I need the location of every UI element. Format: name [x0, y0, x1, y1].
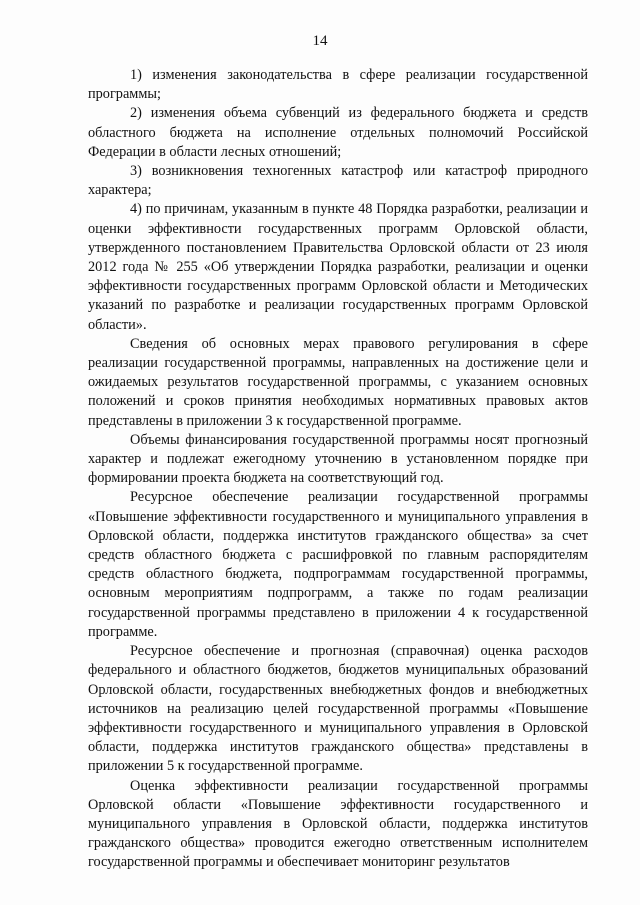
paragraph-procedure-reasons: 4) по причинам, указанным в пункте 48 Порядка разработки, реализации и оценки эффективности государственных программ Орловской области, утвержденного постановлением Правительства Орловской области от 23 июля 2012 года № 255 «Об утверждении Порядка разработки, реализации и оценки эффективности государственных программ Орловской области и Методических указаний по разработке и реализации государственных программ Орловской области». [88, 201, 588, 333]
paragraph-financing-volumes: Объемы финансирования государственной программы носят прогнозный характер и подлежат ежегодному уточнению в установленном порядке при формировании проекта бюджета на соответствующий год. [88, 431, 588, 487]
paragraph-resource-provision-regional: Ресурсное обеспечение реализации государственной программы «Повышение эффективности государственного и муниципального управления в Орловской области, поддержка институтов гражданского общества» за счет средств областного бюджета с расшифровкой по главным распорядителям средств областного бюджета, подпрограммам государственной программы, основным мероприятиям подпрограмм, а также по годам реализации государственной программы представлено в приложении 4 к государственной программе. [88, 489, 588, 640]
paragraph-resource-provision-forecast: Ресурсное обеспечение и прогнозная (справочная) оценка расходов федерального и областного бюджетов, бюджетов муниципальных образований Орловской области, государственных внебюджетных фондов и внебюджетных источников на реализацию целей государственной программы «Повышение эффективности государственного и муниципального управления в Орловской области, поддержка институтов гражданского общества» представлены в приложении 5 к государственной программе. [88, 643, 588, 775]
paragraph-legislation-changes: 1) изменения законодательства в сфере реализации государственной программы; [88, 67, 588, 103]
paragraph-subvention-changes: 2) изменения объема субвенций из федерального бюджета и средств областного бюджета на исполнение отдельных полномочий Российской Федерации в области лесных отношений; [88, 105, 588, 160]
paragraph-catastrophes: 3) возникновения техногенных катастроф или катастроф природного характера; [88, 163, 588, 199]
paragraph-legal-regulation: Сведения об основных мерах правового регулирования в сфере реализации государственной программы, направленных на достижение цели и ожидаемых результатов государственной программы, с указанием основных положений и сроков принятия необходимых нормативных правовых актов представлены в приложении 3 к государственной программе. [88, 335, 588, 429]
paragraph-efficiency-assessment: Оценка эффективности реализации государственной программы Орловской области «Повышение эффективности государственного и муниципального управления в Орловской области, поддержка институтов гражданского общества» проводится ежегодно ответственным исполнителем государственной программы и обеспечивает мониторинг результатов [88, 777, 588, 871]
page-number: 14 [312, 33, 328, 49]
body-text [88, 66, 588, 873]
